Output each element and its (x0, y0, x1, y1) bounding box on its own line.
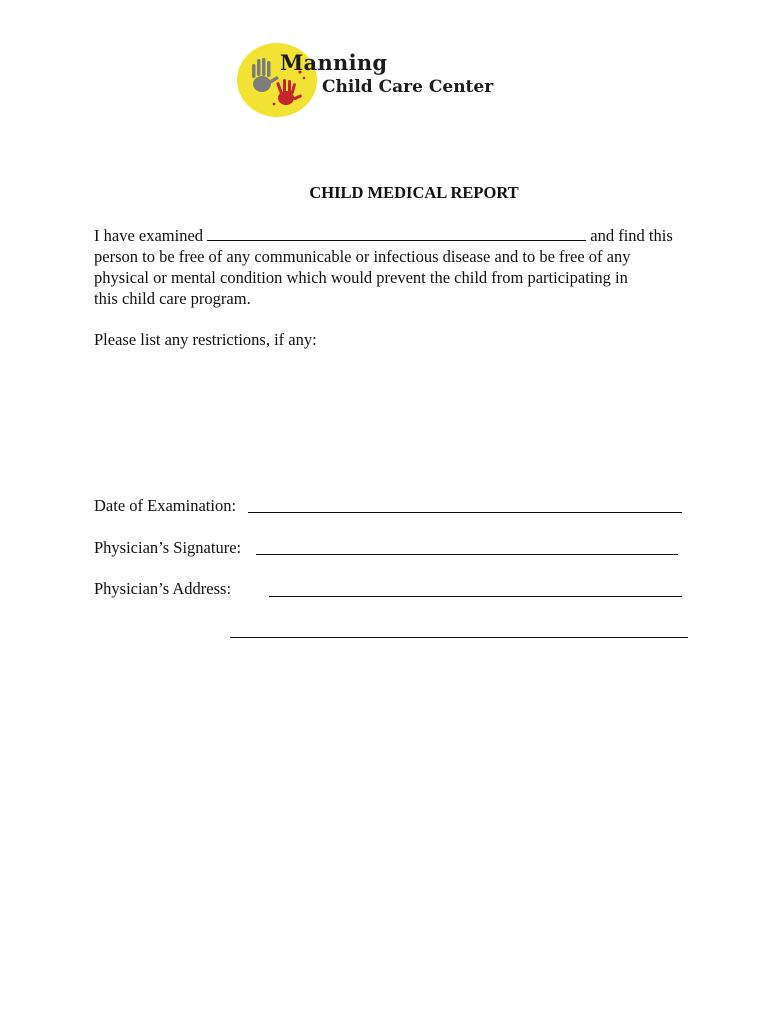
exam-date-label: Date of Examination: (94, 496, 237, 515)
statement-line-4: this child care program. (94, 289, 251, 308)
logo-subtitle: Child Care Center (322, 77, 494, 97)
statement-line-2: person to be free of any communicable or infectious disease and to be free of any (94, 247, 631, 266)
logo-title-manning: Manning (280, 50, 388, 75)
address-label: Physician’s Address: (94, 579, 232, 598)
signature-field[interactable] (256, 554, 678, 555)
statement-line-1 (94, 225, 704, 246)
restrictions-prompt: Please list any restrictions, if any: (94, 330, 317, 349)
statement-line-3: physical or mental condition which would prevent the child from participating in (94, 268, 628, 287)
page-title: CHILD MEDICAL REPORT (309, 183, 519, 202)
examination-statement (94, 225, 704, 309)
statement-suffix: and find this (590, 226, 673, 245)
center-logo (236, 42, 526, 124)
exam-date-field[interactable] (248, 512, 682, 513)
address-field-line-1[interactable] (269, 596, 682, 597)
signature-label: Physician’s Signature: (94, 538, 242, 557)
child-name-blank[interactable] (207, 226, 586, 241)
address-field-line-2[interactable] (230, 637, 688, 638)
statement-prefix: I have examined (94, 226, 204, 245)
